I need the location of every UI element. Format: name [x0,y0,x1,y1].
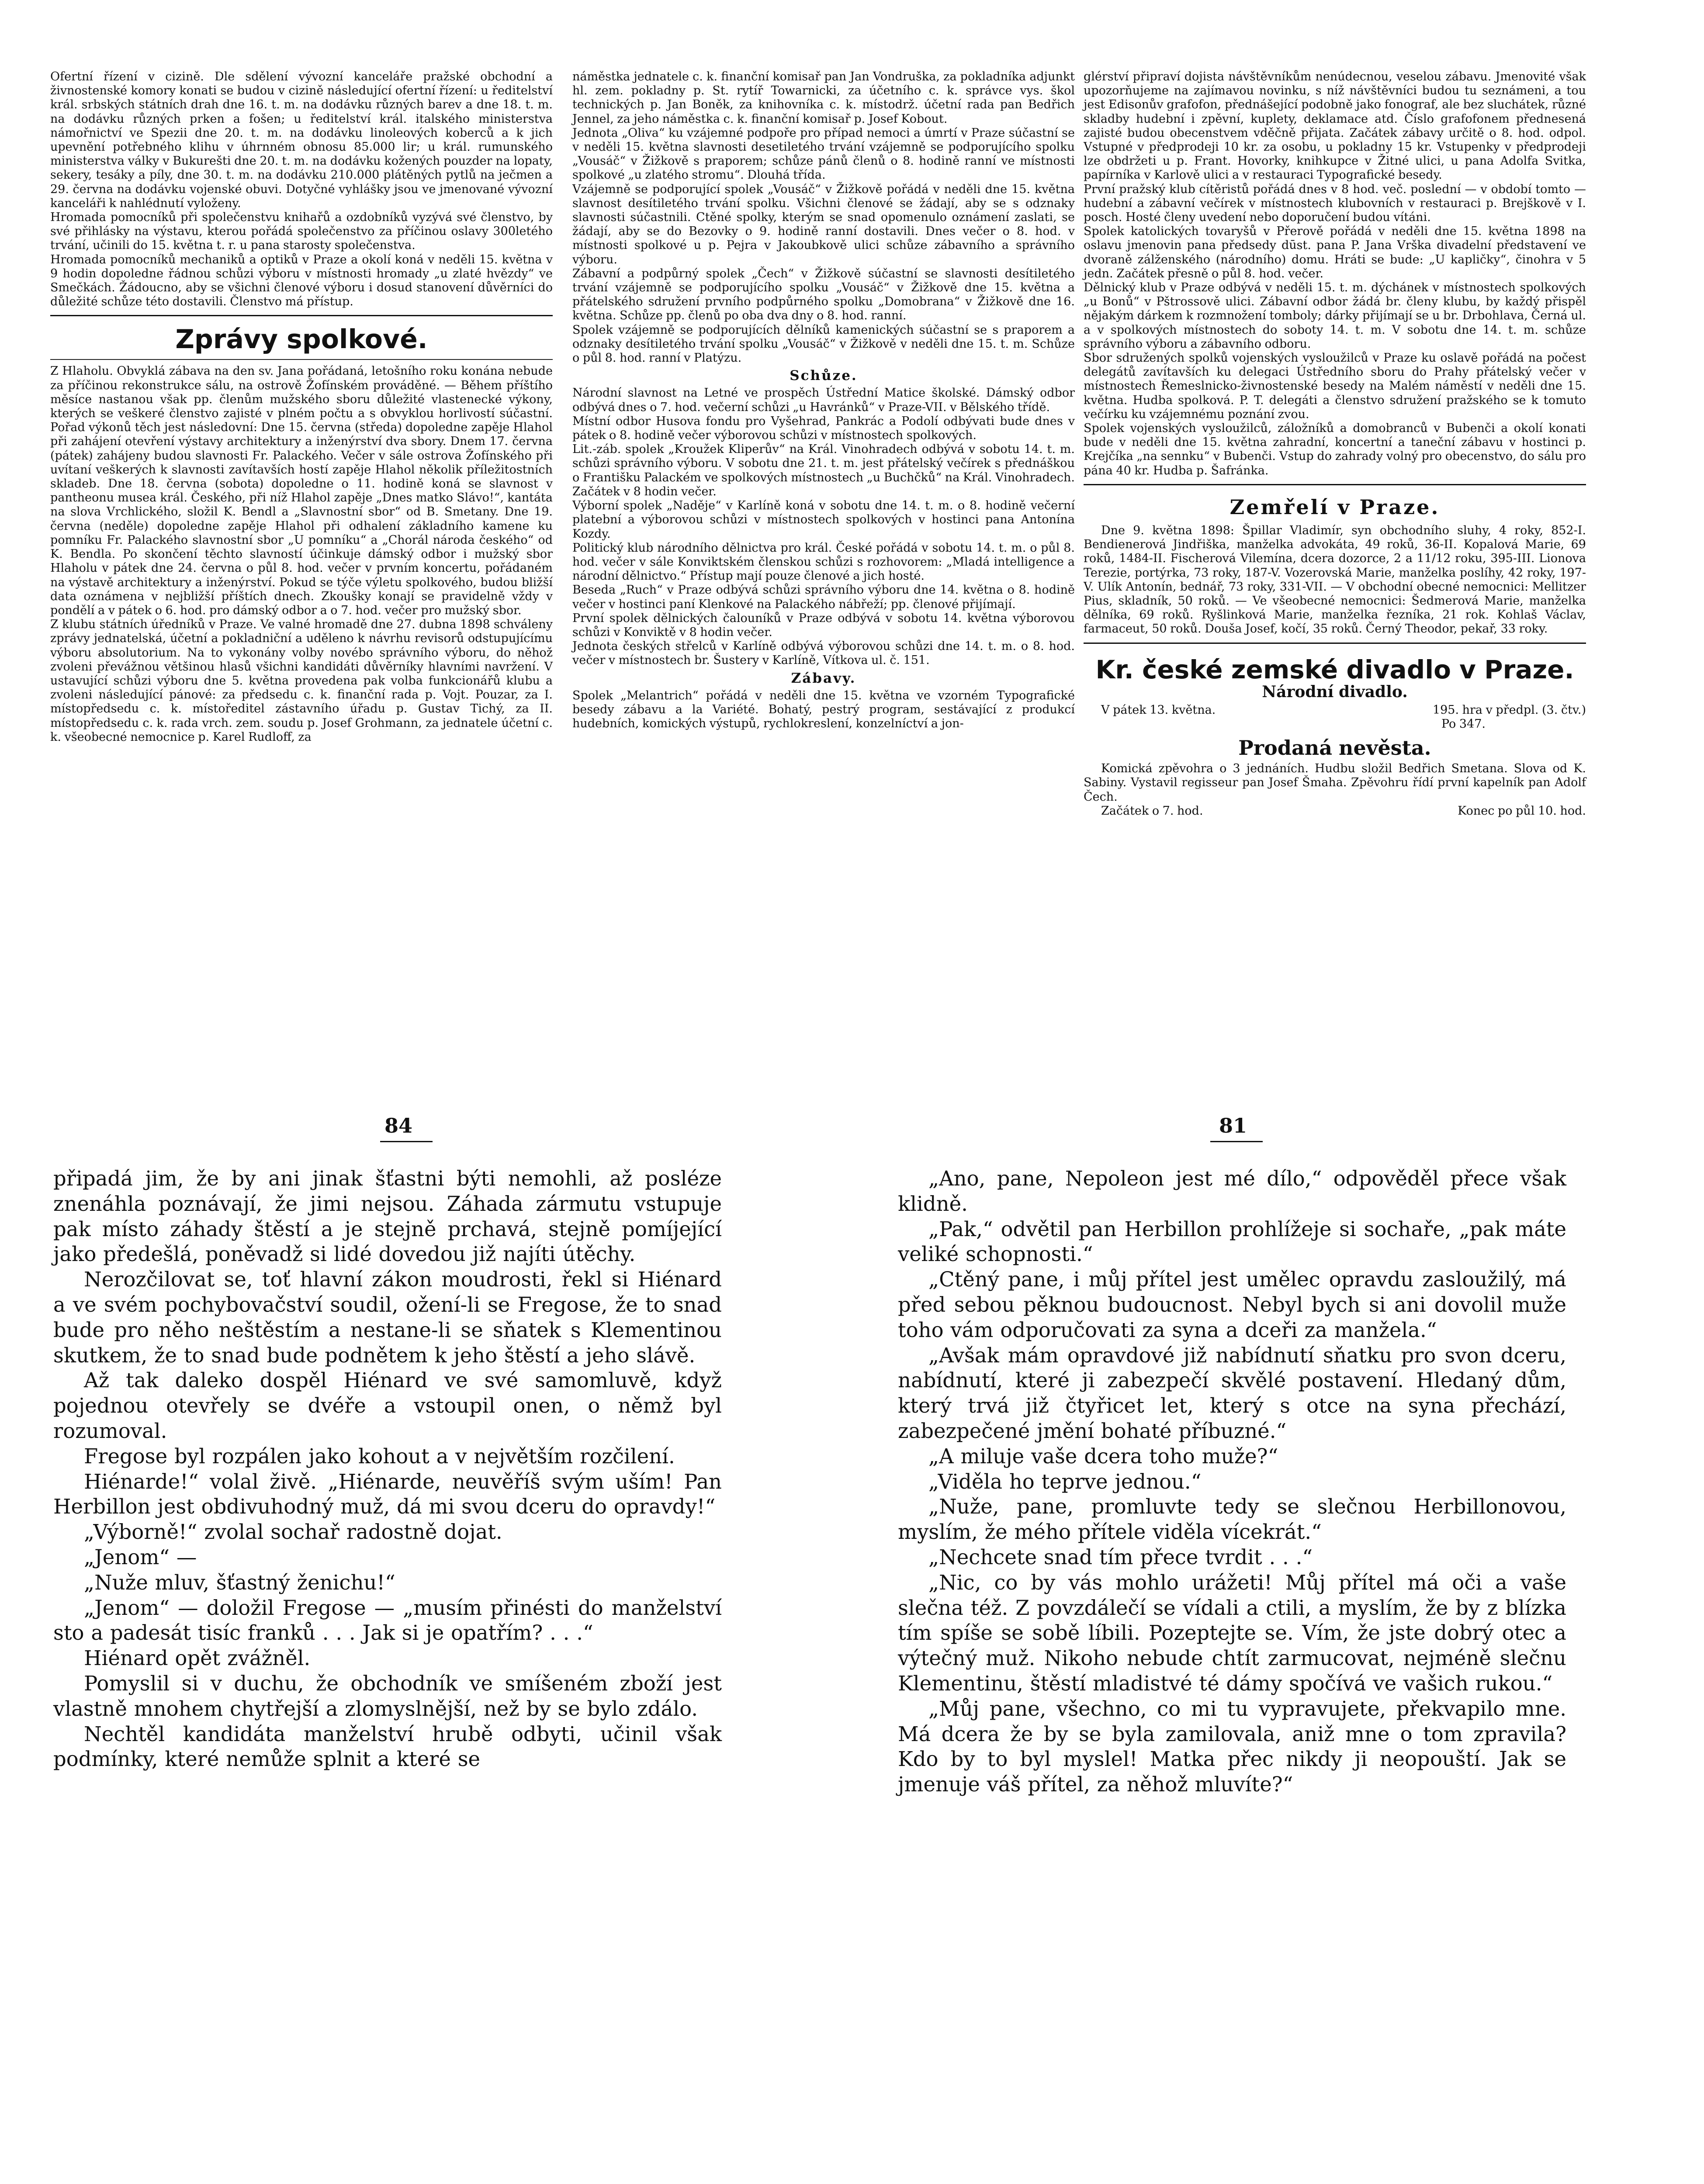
left-page-number-rule [380,1141,433,1142]
notice-namestek: náměstka jednatele c. k. finanční komisař pan Jan Vondruška, za pokladníka adjunkt hl. zem. pokladny p. St. rytíř Towarnicki, za účetního c. k. správce vys. škol technických p. Jan Boněk, za knihovníka c. k. místodrž. účetní rada pan Bedřich Jennel, za jeho náměstka c. k. finanční komisař p. Josef Kobout. [572,70,1075,126]
story-paragraph: Hiénard opět zvážněl. [84,1646,311,1670]
story-paragraph: Nerozčilovat se, toť hlavní zákon moudrosti, řekl si Hiénard a ve svém pochybovačství soudil, ožení-li se Fregose, že to snad bude pro něho neštěstím a nestane-li se sňatek s Klementinou skutkem, že to snad bude podnětem k jeho štěstí a jeho slávě. [53,1268,722,1367]
story-paragraph: připadá jim, že by ani jinak šťastni býti nemohli, až posléze znenáhla poznávají, že jimi nejsou. Záhada zármutu vstupuje pak místo záhady štěstí a je stejně prchavá, stejně pomíjející jako předešlá, poněvadž si lidé dovedou již najíti útěchy. [53,1167,722,1266]
story-paragraph: „Nuže mluv, šťastný ženichu!“ [84,1570,395,1594]
story-paragraph: Hiénarde!“ volal živě. „Hiénarde, neuvěříš svým uším! Pan Herbillon jest obdivuhodný muž, dá mi svou dceru do opravdy!“ [53,1469,722,1519]
theatre-play-title: Prodaná nevěsta. [1238,736,1431,760]
story-paragraph: „Výborně!“ zvolal sochař radostně dojat. [84,1520,502,1544]
story-left-page [53,1166,722,1772]
notice-bubenec: Spolek vojenských vysloužilců, záložníků a domobranců v Bubenči a okolí konati bude v neděli dne 15. května zahradní, koncertní a taneční zábavu v hostinci p. Krejčíka „na sennku“ v Bubenči. Vstup do zahrady volný pro obecenstvo, do sálu pro pána 40 kr. Hudba p. Šafránka. [1084,422,1586,477]
story-paragraph: „Avšak mám opravdové již nabídnutí sňatku pro svon dceru, nabídnutí, které ji zabezpečí skvělé postavení. Hledaný dům, který trvá již čtyřicet let, který s otce na syna přechází, zabezpečené jmění bohaté příbuzné.“ [898,1343,1566,1443]
story-paragraph: „Nic, co by vás mohlo urážeti! Můj přítel má oči a vaše slečna též. Z povzdálečí se vídali a ctili, a myslím, že by z blízka tím spíše se sobě líbili. Pozeptejte se. Vím, že jste dobrý otec a výtečný muž. Nikoho nebude chtít zarmucovat, nejméně slečnu Klementinu, štěstí mladistvé té dámy spočívá ve vašich rukou.“ [898,1570,1566,1695]
notice-hlahol: Z Hlaholu. Obvyklá zábava na den sv. Jana pořádaná, letošního roku konána nebude za příčinou rekonstrukce sálu, na ostrově Žofínském prováděné. — Během příštího měsíce nastanou však pp. členům mužského sboru důležité vlastenecké výkony, kterých se veškeré členstvo zajisté v plném počtu a s obvyklou horlivostí súčastní. Pořad výkonů těch jest následovní: Dne 15. června (středa) dopoledne zapěje Hlahol při zahájení otevření výstavy architektury a inženýrství dva sbory. Dnem 17. června (pátek) zahájeny budou slavnosti Fr. Palackého. Večer v sále ostrova Žofínského při uvítaní veškerých k slavnosti zavítavších hostí zapěje Hlahol několik příležitostních skladeb. Dne 18. června (sobota) dopoledne o 11. hodině koná se slavnost v pantheonu musea král. Českého, při níž Hlahol zapěje „Dnes matko Slávo!“, kantáta na slova Vrchlického, složil K. Bendl a „Slavnostní sbor“ od B. Smetany. Dne 19. června (neděle) dopoledne zapěje Hlahol při odhalení základního kamene ku pomníku Fr. Palackého slavnostní sbor „U pomníku“ a „Chorál národa českého“ od K. Bendla. Po skončení těchto slavností účinkuje dámský odbor i mužský sbor Hlaholu v pátek dne 24. června o půl 8. hod. večer v prvním koncertu, pořádaném na výstavě architektury a inženýrství. Pokud se týče výletu spolkového, budou bližší data oznámena v nejbližší příštích dnech. Zkoušky konají se pravidelně vždy v pondělí a v pátek o 6. hod. pro dámský odbor a o 7. hod. večer pro mužský sbor. [50,364,553,617]
deaths-list: Dne 9. května 1898: Špillar Vladimír, syn obchodního sluhy, 4 roky, 852-I. Bendienerová Jindřiška, manželka advokáta, 49 roků, 36-II. Kopalová Marie, 69 roků, 1484-II. Fischerová Vilemína, dcera dozorce, 2 a 11/12 roku, 395-III. Lionova Terezie, portýrka, 73 roky, 187-V. Vozerovská Marie, manželka poslíhy, 42 roky, 197-V. Ulík Antonín, bednář, 73 roky, 331-VII. — V obchodní obecné nemocnici: Mellitzer Pius, skladník, 50 roků. — Ve všeobecné nemocnici: Šedmerová Marie, manželka dělníka, 69 roků. Ryšlinková Marie, manželka řezníka, 21 rok. Kohlaš Václav, farmaceut, 50 roků. Douša Josef, kočí, 35 roků. Černý Theodor, pekař, 33 roky. [1084,523,1586,636]
story-paragraph: „Viděla ho teprve jednou.“ [928,1469,1202,1493]
notice-ofertni-rizeni: Ofertní řízení v cizině. Dle sdělení vývozní kanceláře pražské obchodní a živnostenské komory konati se budou v cizině následující ofertní řízení: u ředitelství král. srbských státních drah dne 16. t. m. na dodávku různých barev a dne 18. t. m. na dodávku různých prken a fošen; u ředitelství král. italského ministerstva námořnictví ve Spezii dne 20. t. m. na dodávku linoleových koberců a k jich upevnění potřebného klihu v úhrnném obnosu 85.000 lir; u král. rumunského ministerstva války v Bukurešti dne 20. t. m. na dodávku kožených pouzder na lopaty, sekery, tesáky a píly, dne 30. t. m. na dodávku 210.000 plátěných pytlů na ječmen a 29. června na dodávku vojenské obuvi. Dotyčné vyhlášky jsou ve jmenované vývozní kanceláři k nahlédnutí vyloženy. [50,70,553,210]
subheading-zabavy: Zábavy. [791,670,856,686]
section-divider [1084,643,1586,644]
right-page-number: 81 [1219,1114,1247,1137]
section-heading-zemreli: Zemřelí v Praze. [1230,495,1440,519]
story-paragraph: „Ano, pane, Nepoleon jest mé dílo,“ odpověděl přece však klidně. [898,1167,1566,1216]
notice-politicky-klub: Politický klub národního dělnictva pro král. České pořádá v sobotu 14. t. m. o půl 8. hod. večer v sále Konviktském členskou schůzi s rozhovorem: „Mladá intelligence a národní dělnictvo.“ Přístup mají pouze členové a jich hosté. [572,541,1075,583]
section-divider [50,315,553,316]
story-paragraph: „Jenom“ — doložil Fregose — „musím přinésti do manželství sto a padesát tisíc franků . . . Jak si je opatřím? . . .“ [53,1596,722,1645]
notice-melantrich: Spolek „Melantrich“ pořádá v neděli dne 15. května ve vzorném Typografické besedy zábavu a la Variété. Bohatý, pestrý program, sestávající z produkcí hudebních, komických výstupů, rychlokreslení, konzelníctví a jon- [572,688,1075,731]
story-paragraph: „Nechcete snad tím přece tvrdit . . .“ [928,1545,1313,1569]
notice-knihari: Hromada pomocníků při společenstvu knihařů a ozdobníků vyzývá své členstvo, by své přihlásky na výstavu, kterou pořádá společenstvo za příčinou oslavy 300letého trvání, učinili do 15. května t. r. u pana starosty společenstva. [50,211,553,252]
story-paragraph: „Nuže, pane, promluvte tedy se slečnou Herbillonovou, myslím, že mého přítele viděla vícekrát.“ [898,1495,1566,1544]
notice-mechanici: Hromada pomocníků mechaniků a optiků v Praze a okolí koná v neděli 15. května v 9 hodin dopoledne řádnou schůzi výboru v místnosti hromady „u zlaté hvězdy“ ve Smečkách. Žádoucno, aby se všichni členové výboru i dosud stanovení důvěrníci do důležité schůze této dostavili. Členstvo má přístup. [50,252,553,309]
notice-nadeje: Výborní spolek „Naděje“ v Karlíně koná v sobotu dne 14. t. m. o 8. hodině večerní platební a výborovou schůzi v místnostech spolkových v hostinci pana Antonína Kozdy. [572,499,1075,541]
story-paragraph: Fregose byl rozpálen jako kohout a v největším rozčilení. [84,1444,675,1468]
story-paragraph: „Ctěný pane, i můj přítel jest umělec opravdu zasloužilý, má před sebou pěknou budoucnost. Nebyl bych si ani dovolil muže toho vám odporučovati za syna a dceři za manžela.“ [898,1268,1566,1342]
notice-beseda-ruch: Beseda „Ruch“ v Praze odbývá schůzi správního výboru dne 14. května o 8. hodině večer v hostinci paní Klenkové na Palackého nábřeží; pp. členové přijímají. [572,583,1075,611]
theatre-times [1084,804,1586,818]
notice-delnicky-klub: Dělnický klub v Praze odbývá v neděli 15. t. m. dýchánek v místnostech spolkových „u Bonů“ v Pštrossově ulici. Zábavní odbor žádá br. členy klubu, by každý přispěl nějakým dárkem k rozmnožení tomboly; dárky přijímají se u br. Drbohlava, Černá ul. a v spolkových místnostech do soboty 14. t. m. V sobotu dne 14. t. m. schůze správního výboru a zábavního odboru. [1084,281,1586,351]
left-page-number: 84 [384,1114,413,1137]
heading-underline [50,359,553,360]
story-paragraph: „Můj pane, všechno, co mi tu vypravujete, překvapilo mne. Má dcera že by se byla zamilovala, aniž mne o tom zpravila? Kdo by to byl myslel! Matka přec nikdy ji neopouští. Jak se jmenuje váš přítel, za něhož mluvíte?“ [898,1697,1566,1797]
notice-calounici: První spolek dělnických čalouníků v Praze odbývá v sobotu 14. května výborovou schůzi v Konviktě v 8 hodin večer. [572,611,1075,639]
column-3 [1084,70,1586,818]
story-paragraph: „Jenom“ — [84,1545,197,1569]
theatre-date: V pátek 13. května. [1101,703,1216,717]
right-page-number-rule [1210,1141,1263,1142]
theatre-subtitle: Národní divadlo. [1262,682,1408,701]
theatre-po: Po 347. [1441,717,1486,731]
section-divider [1084,484,1586,485]
story-right-page [898,1166,1566,1797]
notice-spolek-cech: Zábavní a podpůrný spolek „Čech“ v Žižkově súčastní se slavnosti desítiletého trvání vzájemně se podporujícího spolku „Vousáč“ v Žižkově dne 15. května a přátelského sdružení prvního podpůrného spolku „Domobrana“ v Žižkově dne 16. května. Schůze pp. členů po oba dva dny o 8. hod. ranní. [572,266,1075,323]
column-2 [572,70,1075,731]
notice-kamenici: Spolek vzájemně se podporujících dělníků kamenických súčastní se s praporem a odznaky desítiletého trvání spolku „Vousáč“ v Žižkově v neděli dne 15. t. m. Schůze o půl 8. hod. ranní v Platýzu. [572,323,1075,365]
theatre-end: Konec po půl 10. hod. [1458,804,1586,818]
story-paragraph: „A miluje vaše dcera toho muže?“ [928,1444,1278,1468]
notice-narodni-slavnost: Národní slavnost na Letné ve prospěch Ústřední Matice školské. Dámský odbor odbývá dnes o 7. hod. večerní schůzi „u Havránků“ v Praze-VII. v Bělského třídě. [572,386,1075,414]
theatre-start: Začátek o 7. hod. [1101,804,1203,818]
story-paragraph: Nechtěl kandidáta manželství hrubě odbyti, učinil však podmínky, které nemůže splnit a které se [53,1722,722,1771]
notice-jednota-oliva: Jednota „Oliva“ ku vzájemné podpoře pro případ nemoci a úmrtí v Praze súčastní se v neděli 15. května slavnosti desetiletého trvání vzájemně se podporujícího spolku „Vousáč“ v Žižkově s praporem; schůze pánů členů o 8. hodině ranní ve místnosti spolkové „u zlatého stromu“. Dlouhá třída. [572,126,1075,182]
story-paragraph: Pomyslil si v duchu, že obchodník ve smíšeném zboží jest vlastně mnohem chytřejší a zlomyslnější, než by se bylo zdálo. [53,1671,722,1721]
story-paragraph: „Pak,“ odvětil pan Herbillon prohlížeje si sochaře, „pak máte veliké schopnosti.“ [898,1217,1566,1266]
theatre-title: Kr. české zemské divadlo v Praze. [1095,654,1574,684]
notice-husuv-fond: Místní odbor Husova fondu pro Vyšehrad, Pankrác a Podolí odbývati bude dnes v pátek o 8. hodině večer výborovou schůzi v místnostech spolkových. [572,414,1075,442]
notice-vojensti-vyslouzilci: Sbor sdružených spolků vojenských vysloužilců v Praze ku oslavě pořádá na počest delegátů zavítavších ku delegaci Ústředního sboru do Prahy přátelský večer v místnostech Řemeslnicko-živnostenské besedy na Malém náměstí v neděli dne 15. května. Hudba spolková. P. T. delegáti a členstvo sdružení pražského se k tomuto večírku ku vzájemnému poznání zvou. [1084,351,1586,421]
theatre-performance: 195. hra v předpl. (3. čtv.) [1432,703,1586,717]
notice-klub-statnich-uredniku: Z klubu státních úředníků v Praze. Ve valné hromadě dne 27. dubna 1898 schváleny zprávy jednatelská, účetní a pokladniční a uděleno k návrhu revisorů odstupujícímu výboru absolutorium. Na to vykonány volby novébo správního výboru, do něhož zvoleni převážnou většinou hlasů všichni kandidáti důvěrníky hlavními navržení. V ustavující schůzi výboru dne 5. května provedena pak volba funkcionářů klubu a zvoleni následující pánové: za předsedu c. k. finanční rada p. Vojt. Pouzar, za I. místopředsedu c. k. místoředitel zástavního úřadu p. Gustav Tichý, za II. místopředsedu c. k. rada vrch. zem. soudu p. Josef Grohmann, za jednatele účetní c. k. všeobecné nemocnice p. Karel Rudloff, za [50,618,553,744]
section-heading-zpravy-spolkove: Zprávy spolkové. [175,324,428,355]
notice-katolicti-tovarysi: Spolek katolických tovaryšů v Přerově pořádá v neděli dne 15. května 1898 na oslavu jmenovin pana předsedy dūst. pana P. Jana Vrška divadelní představení ve dvoraně zálženského (národního) domu. Hráti se bude: „U kapličky“, činohra v 5 jedn. Začátek přesně o půl 8. hod. večer. [1084,225,1586,280]
notice-spolek-vousac: Vzájemně se podporující spolek „Vousáč“ v Žižkově pořádá v neděli dne 15. května slavnost desítiletého trvání spolku. Všichni členové se žádají, aby se s odznaky slavnosti súčastnili. Ctěné spolky, kterým se snad opomenulo oznámení zaslati, se žádají, aby se do Bezovky o 9. hodině ranní dostavili. Dnes večer o 8. hod. v místnosti spolkové u p. Pejra v Jakoubkově ulici schůze zábavního a správního výboru. [572,182,1075,266]
notice-citeriste: První pražský klub cítěristů pořádá dnes v 8 hod. več. poslední — v období tomto — hudební a zábavní večírek v místnostech klubovních v restauraci p. Brejškově v I. posch. Hosté členy uvedení nebo doporučení budou vítáni. [1084,182,1586,225]
notice-krouzek-kliperuv: Lit.-záb. spolek „Kroužek Kliperův“ na Král. Vinohradech odbývá v sobotu 14. t. m. schůzi správního výboru. V sobotu dne 21. t. m. jest přátelský večírek s přednáškou o Františku Palackém ve spolkových místnostech „u Buchčků“ na Král. Vinohradech. Začátek v 8 hodin večer. [572,442,1075,498]
column-1 [50,70,553,744]
subheading-schuze: Schůze. [790,368,858,384]
story-paragraph: Až tak daleko dospěl Hiénard ve své samomluvě, když pojednou otevřely se dvéře a vstoupil onen, o němž byl rozumoval. [53,1368,722,1443]
notice-strelci: Jednota českých střelců v Karlíně odbývá výborovou schůzi dne 14. t. m. o 8. hod. večer v místnostech br. Šustery v Karlíně, Vítkova ul. č. 151. [572,639,1075,667]
theatre-date-row [1084,703,1586,717]
theatre-play-details: Komická zpěvohra o 3 jednáních. Hudbu složil Bedřich Smetana. Slova od K. Sabiny. Vystavil regisseur pan Josef Šmaha. Zpěvohru řídí první kapelník pan Adolf Čech. [1084,762,1586,804]
notice-melantrich-cont: glérství připraví dojista návštěvníkům nenúdecnou, veselou zábavu. Jmenovité však upozorňujeme na zajímavou novinku, s níž návštěvníci budou tu seznámeni, a tou jest Edisonův grafofon, přednášející podobně jako fonograf, ale bez sluchátek, různé skladby hudební i zpěvní, kuplety, deklamace atd. Číslo grafofonem přednesená zajisté budou obecenstvem vděčně přijata. Začátek zábavy určitě o 8. hod. odpol. Vstupné v předprodeji 10 kr. za osobu, u pokladny 15 kr. Vstupenky v předprodeji lze obdržeti u p. Frant. Hovorky, knihkupce v Žitné ulici, u pana Adolfa Svitka, papírníka v Karlově ulici a v restauraci Typografické besedy. [1084,70,1586,182]
